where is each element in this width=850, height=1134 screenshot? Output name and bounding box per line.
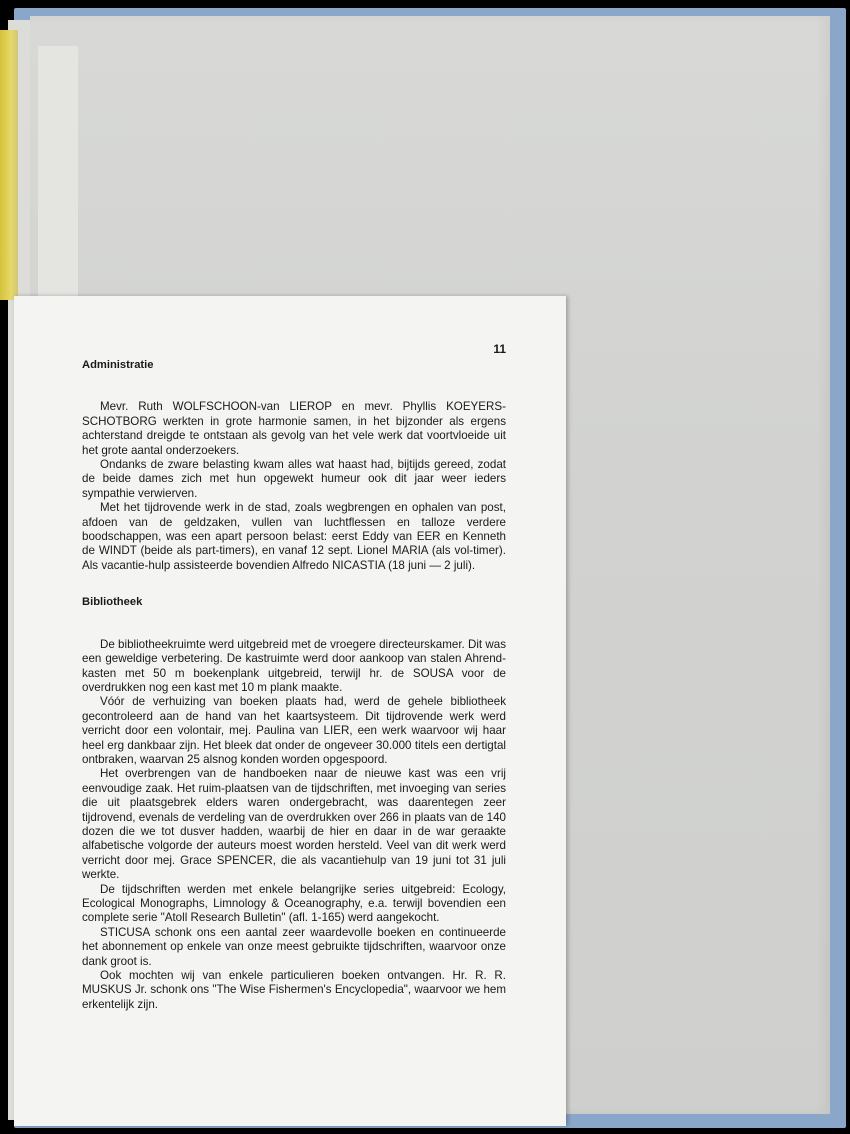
page-number: 11 [493, 342, 506, 356]
section-heading-bibliotheek: Bibliotheek [82, 596, 143, 609]
paragraph: Ook mochten wij van enkele particulieren boeken ontvangen. Hr. R. R. MUSKUS Jr. schonk ons "The Wise Fishermen's Encyclopedia", waarvoor we hem erkentelijk zijn. [82, 969, 506, 1011]
section-heading-administratie: Administratie [82, 359, 154, 371]
paragraph: STICUSA schonk ons een aantal zeer waardevolle boeken en continueerde het abonnement op enkele van onze meest gebruikte tijdschriften, waarvoor onze dank groot is. [82, 925, 506, 968]
paragraph: Ondanks de zware belasting kwam alles wat haast had, bijtijds gereed, zodat de beide dames zich met hun opgewekt humeur ook dit jaar weer ieders sympathie verwierven. [82, 458, 506, 500]
paragraph: De bibliotheekruimte werd uitgebreid met de vroegere directeurskamer. Dit was een geweldige verbetering. De kastruimte werd door aankoop van stalen Ahrend-kasten met 50 m boekenplank uitgebreid, terwijl hr. de SOUSA voor de overdrukken nog een kast met 10 m plank maakte. [82, 637, 506, 694]
paragraph: Het overbrengen van de handboeken naar de nieuwe kast was een vrij eenvoudige zaak. Het ruim-plaatsen van de tijdschriften, met invoeging van series die uit plaatsgebrek elders waren ondergebracht, was daarentegen zeer tijdrovend, evenals de verdeling van de overdrukken over 266 in plaats van de 140 dozen die we tot dusver hadden, waarbij de hier en daar in de war geraakte alfabetische volgorde der auteurs moest worden hersteld. Veel van dit werk werd verricht door mej. Grace SPENCER, die als vacantiehulp van 19 juni tot 31 juli werkte. [82, 767, 506, 882]
back-page-fold [38, 46, 78, 306]
paragraph: De tijdschriften werden met enkele belangrijke series uitgebreid: Ecology, Ecological Monographs, Limnology & Oceanography, e.a. terwijl bovendien een complete serie "Atoll Research Bulletin" (afl. 1-165) werd aangekocht. [82, 882, 506, 925]
page-content [82, 344, 506, 1012]
paragraph: Mevr. Ruth WOLFSCHOON-van LIEROP en mevr. Phyllis KOEYERS-SCHOTBORG werkten in grote harmonie samen, in het bijzonder als ergens achterstand dreigde te ontstaan als gevolg van het vele werk dat voortvloeide uit het grote aantal onderzoekers. [82, 400, 506, 457]
yellow-tab-edge [0, 30, 18, 300]
document-page [14, 296, 566, 1126]
paragraph: Vóór de verhuizing van boeken plaats had, werd de gehele bibliotheek gecontroleerd aan de hand van het kaartsysteem. Dit tijdrovende werk werd verricht door een volontair, mej. Paulina van LIER, een werk waarvoor wij haar heel erg dankbaar zijn. Het bleek dat onder de ongeveer 30.000 titels een dertigtal ontbraken, waarvan 25 alsnog konden worden opgespoord. [82, 695, 506, 766]
paragraph: Met het tijdrovende werk in de stad, zoals wegbrengen en ophalen van post, afdoen van de geldzaken, vullen van luchtflessen en talloze verdere boodschappen, was een apart persoon belast: eerst Eddy van EER en Kenneth de WINDT (beide als part-timers), en vanaf 12 sept. Lionel MARIA (als vol-timer). Als vacantie-hulp assisteerde bovendien Alfredo NICASTIA (18 juni — 2 juli). [82, 501, 506, 572]
